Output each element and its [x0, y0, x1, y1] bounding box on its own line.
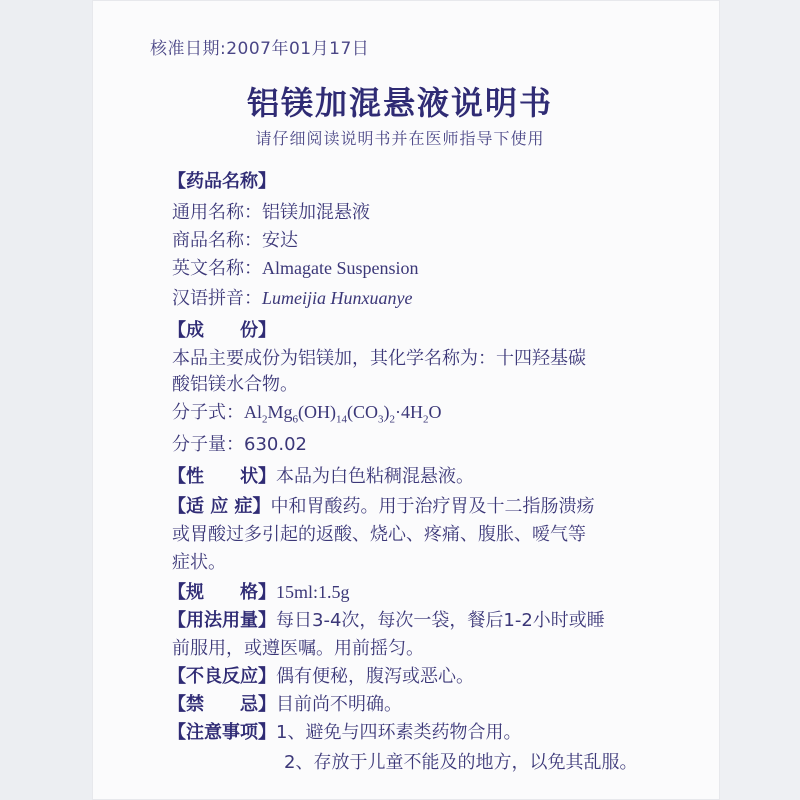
composition-heading-row	[168, 316, 276, 342]
english-name: Almagate Suspension	[262, 258, 419, 278]
indications-line-1: 中和胃酸药。用于治疗胃及十二指肠溃疡	[270, 496, 595, 517]
english-name-row	[172, 254, 418, 280]
indications-line-3: 症状。	[172, 552, 226, 573]
document-title: 铝镁加混悬液说明书	[246, 84, 553, 122]
composition-line-2: 酸铝镁水合物。	[172, 374, 298, 395]
section-tag: 【禁 忌】	[168, 694, 276, 715]
composition-line-1: 本品主要成份为铝镁加，其化学名称为：十四羟基碳	[172, 348, 586, 369]
document-subtitle: 请仔细阅读说明书并在医师指导下使用	[255, 129, 545, 148]
properties-text: 本品为白色粘稠混悬液。	[276, 466, 474, 487]
pinyin-row	[172, 284, 412, 310]
spec-text: 15ml:1.5g	[276, 582, 350, 602]
section-tag: 【规 格】	[168, 582, 276, 603]
approval-date: 核准日期:2007年01月17日	[150, 39, 370, 59]
precaution-1: 1、避免与四环素类药物合用。	[276, 722, 522, 743]
contra-row	[168, 690, 402, 716]
formula-row	[172, 398, 442, 426]
section-tag: 【药品名称】	[168, 171, 276, 192]
precaution-2: 2、存放于儿童不能及的地方，以免其乱服。	[284, 752, 638, 773]
spec-row	[168, 578, 350, 604]
adverse-row	[168, 662, 474, 688]
indications-row	[168, 492, 595, 518]
adverse-text: 偶有便秘，腹泻或恶心。	[276, 666, 474, 687]
pinyin: Lumeijia Hunxuanye	[262, 288, 413, 308]
english-label: 英文名称：	[172, 258, 262, 279]
indications-line-2: 或胃酸过多引起的返酸、烧心、疼痛、腹胀、嗳气等	[172, 524, 586, 545]
properties-row	[168, 462, 474, 488]
dosage-line-2: 前服用，或遵医嘱。用前摇匀。	[172, 638, 424, 659]
contra-text: 目前尚不明确。	[276, 694, 402, 715]
section-tag: 【成 份】	[168, 320, 276, 341]
section-tag: 【用法用量】	[168, 610, 276, 631]
section-tag: 【适 应 症】	[168, 496, 271, 517]
trade-name: 商品名称：安达	[172, 230, 298, 251]
formula: $Al_2Mg_6(OH)_{14}(CO_3)_2\cdot 4H_2O$	[244, 402, 442, 426]
drug-name-heading	[168, 167, 276, 193]
precautions-row	[168, 718, 521, 744]
molecular-weight: 分子量：630.02	[172, 434, 307, 455]
section-tag: 【不良反应】	[168, 666, 276, 687]
section-tag: 【注意事项】	[168, 722, 276, 743]
generic-name: 通用名称：铝镁加混悬液	[172, 202, 370, 223]
pinyin-label: 汉语拼音：	[172, 288, 262, 309]
dosage-line-1: 每日3-4次，每次一袋，餐后1-2小时或睡	[276, 610, 605, 631]
section-tag: 【性 状】	[168, 466, 276, 487]
dosage-row	[168, 606, 605, 632]
formula-label: 分子式：	[172, 402, 244, 423]
